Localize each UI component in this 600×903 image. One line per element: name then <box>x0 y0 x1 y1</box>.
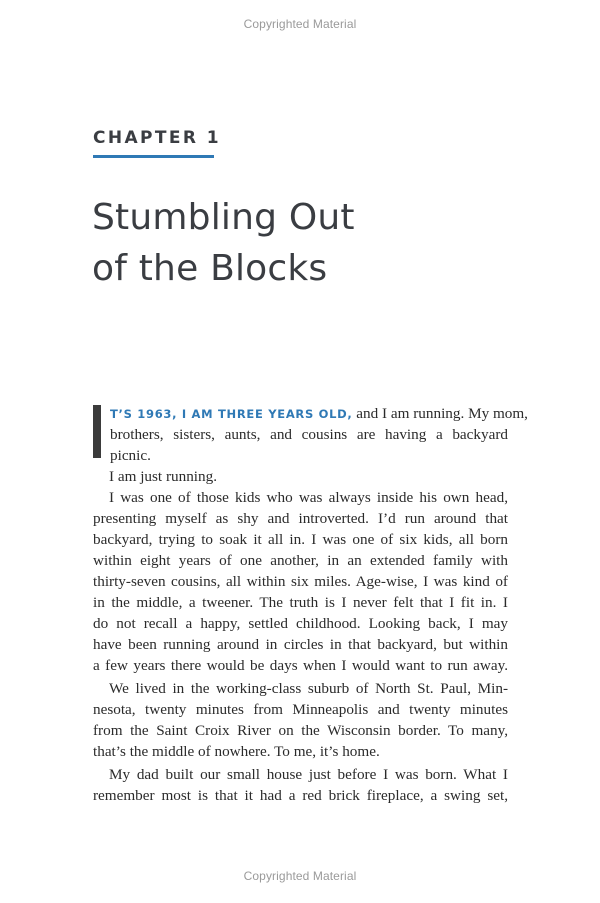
chapter-title <box>92 192 355 294</box>
chapter-label: CHAPTER 1 <box>93 128 221 148</box>
chapter-underline-rule <box>93 155 214 158</box>
body-line: brothers, sisters, aunts, and cousins are having a backyard <box>110 426 508 443</box>
copyright-watermark-top: Copyrighted Material <box>243 17 357 31</box>
drop-cap-letter-i <box>93 405 101 458</box>
body-line: I am just running. <box>109 468 217 485</box>
body-line: presenting myself as shy and introverted. I’d run around that <box>93 510 508 527</box>
body-line: do not recall a happy, settled childhood. Looking back, I may <box>93 615 508 632</box>
body-line: We lived in the working-class suburb of North St. Paul, Min- <box>109 680 508 697</box>
body-line-1 <box>110 403 528 424</box>
body-line: from the Saint Croix River on the Wisconsin border. To many, <box>93 722 508 739</box>
body-line: a few years there would be days when I would want to run away. <box>93 657 508 674</box>
body-line: backyard, trying to soak it all in. I was one of six kids, all born <box>93 531 508 548</box>
chapter-title-line: Stumbling Out <box>92 197 355 238</box>
body-line: I was one of those kids who was always inside his own head, <box>109 489 508 506</box>
body-line: thirty-seven cousins, all within six miles. Age-wise, I was kind of <box>93 573 508 590</box>
body-line: that’s the middle of nowhere. To me, it’s home. <box>93 743 380 760</box>
body-line: in the middle, a tweener. The truth is I never felt that I fit in. I <box>93 594 508 611</box>
body-line: picnic. <box>110 447 151 464</box>
chapter-title-line: of the Blocks <box>92 248 328 289</box>
body-line: within eight years of one another, in an extended family with <box>93 552 508 569</box>
body-line: remember most is that it had a red brick fireplace, a swing set, <box>93 787 508 804</box>
copyright-watermark-bottom: Copyrighted Material <box>243 869 357 883</box>
body-line: nesota, twenty minutes from Minneapolis and twenty minutes <box>93 701 508 718</box>
body-line-1-rest: and I am running. My mom, <box>352 405 528 422</box>
body-line: have been running around in circles in that backyard, but within <box>93 636 508 653</box>
lead-in-caps: T’S 1963, I AM THREE YEARS OLD, <box>110 407 353 421</box>
body-line: My dad built our small house just before I was born. What I <box>109 766 508 783</box>
